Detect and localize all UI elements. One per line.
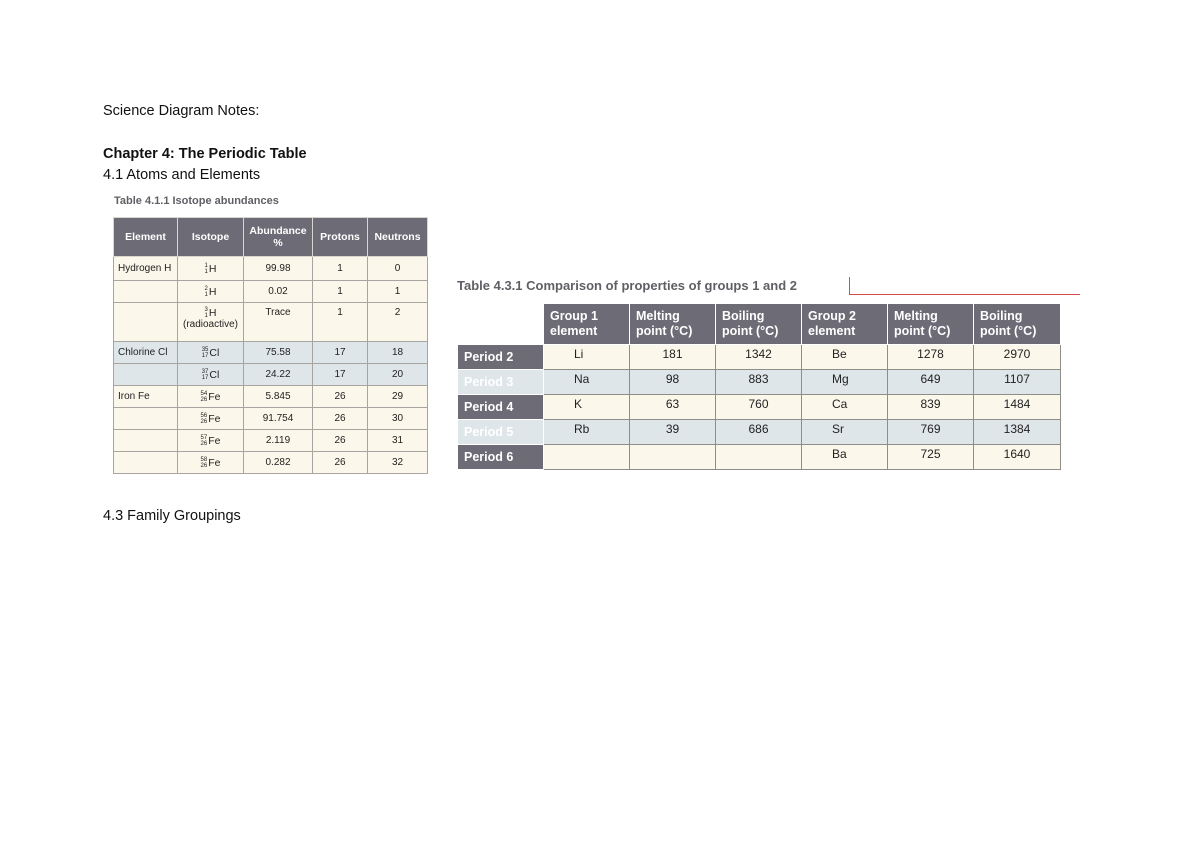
- groups-table-header-row: [458, 304, 1061, 345]
- element-cell: [114, 430, 178, 452]
- column-header: Boiling point (°C): [716, 304, 802, 345]
- group1-boiling-cell: 686: [716, 420, 802, 445]
- protons-cell: 26: [313, 408, 368, 430]
- column-header-empty: [458, 304, 544, 345]
- isotope-cell: [178, 452, 244, 474]
- atomic-number: 1: [204, 291, 208, 298]
- mass-number: 2: [204, 285, 208, 292]
- period-label: Period 6: [458, 445, 544, 470]
- table-row: [114, 303, 428, 342]
- group1-melting-cell: [630, 445, 716, 470]
- mass-number: 35: [201, 346, 209, 353]
- group1-element-cell: K: [544, 395, 630, 420]
- column-header: Group 1 element: [544, 304, 630, 345]
- table-row: [114, 281, 428, 303]
- group1-element-cell: Rb: [544, 420, 630, 445]
- atomic-number: 26: [200, 440, 208, 447]
- mass-number: 37: [201, 368, 209, 375]
- table-row: [114, 408, 428, 430]
- atomic-number: 1: [204, 313, 208, 319]
- isotope-cell: [178, 281, 244, 303]
- table-row: [114, 386, 428, 408]
- element-cell: [114, 408, 178, 430]
- table-row: [458, 445, 1061, 470]
- isotope-symbol: Fe: [208, 434, 221, 447]
- group1-melting-cell: 181: [630, 345, 716, 370]
- group1-melting-cell: 39: [630, 420, 716, 445]
- isotope-symbol: H: [208, 285, 217, 298]
- isotope-numbers: [201, 391, 208, 403]
- table-row: [458, 395, 1061, 420]
- abundance-cell: 75.58: [244, 342, 313, 364]
- isotope-note: (radioactive): [182, 319, 239, 330]
- protons-cell: 26: [313, 430, 368, 452]
- chapter-title: Chapter 4: The Periodic Table: [103, 146, 307, 162]
- isotope-symbol: Cl: [209, 346, 220, 359]
- neutrons-cell: 31: [368, 430, 428, 452]
- table-row: [114, 342, 428, 364]
- table-row: [114, 257, 428, 281]
- group2-melting-cell: 769: [888, 420, 974, 445]
- isotope-symbol: H: [208, 262, 217, 275]
- element-cell: Chlorine Cl: [114, 342, 178, 364]
- column-header: Melting point (°C): [630, 304, 716, 345]
- atomic-number: 1: [204, 268, 208, 275]
- isotope-symbol: H: [208, 307, 217, 319]
- column-header: Boiling point (°C): [974, 304, 1061, 345]
- group2-melting-cell: 649: [888, 370, 974, 395]
- neutrons-cell: 20: [368, 364, 428, 386]
- group1-boiling-cell: 883: [716, 370, 802, 395]
- notes-heading: Science Diagram Notes:: [103, 103, 260, 119]
- mass-number: 56: [200, 412, 208, 419]
- column-header: Element: [114, 218, 178, 257]
- mass-number: 58: [200, 456, 208, 463]
- group2-element-cell: Mg: [802, 370, 888, 395]
- period-label: Period 5: [458, 420, 544, 445]
- isotope-symbol: Fe: [208, 412, 221, 425]
- table-row: [458, 345, 1061, 370]
- isotope-abundance-table: [113, 217, 428, 474]
- isotope-symbol: Fe: [208, 390, 221, 403]
- neutrons-cell: 2: [368, 303, 428, 342]
- column-header: Abundance %: [244, 218, 313, 257]
- isotope-notation: [201, 457, 221, 469]
- table-row: [114, 430, 428, 452]
- column-header: Isotope: [178, 218, 244, 257]
- protons-cell: 26: [313, 386, 368, 408]
- table-row: [114, 452, 428, 474]
- isotope-cell: [178, 364, 244, 386]
- group2-element-cell: Ba: [802, 445, 888, 470]
- neutrons-cell: 18: [368, 342, 428, 364]
- group1-melting-cell: 63: [630, 395, 716, 420]
- isotope-notation: [205, 286, 217, 298]
- cropped-red-bracket: [849, 277, 850, 295]
- group2-boiling-cell: 1107: [974, 370, 1061, 395]
- mass-number: 1: [204, 262, 208, 269]
- group2-melting-cell: 725: [888, 445, 974, 470]
- abundance-cell: 0.282: [244, 452, 313, 474]
- isotope-numbers: [205, 307, 208, 319]
- group1-element-cell: Na: [544, 370, 630, 395]
- element-cell: [114, 303, 178, 342]
- abundance-cell: 5.845: [244, 386, 313, 408]
- table-row: [458, 420, 1061, 445]
- neutrons-cell: 30: [368, 408, 428, 430]
- isotope-notation: [205, 263, 217, 275]
- group2-boiling-cell: 1484: [974, 395, 1061, 420]
- column-header: Protons: [313, 218, 368, 257]
- cropped-overflow-text: [1014, 266, 1080, 278]
- protons-cell: 1: [313, 303, 368, 342]
- isotope-cell: [178, 430, 244, 452]
- group2-boiling-cell: 1384: [974, 420, 1061, 445]
- abundance-cell: 91.754: [244, 408, 313, 430]
- isotope-notation: [205, 307, 217, 319]
- isotope-cell: [178, 303, 244, 342]
- group2-boiling-cell: 2970: [974, 345, 1061, 370]
- abundance-cell: 24.22: [244, 364, 313, 386]
- atomic-number: 17: [201, 374, 209, 381]
- isotope-table-caption: Table 4.1.1 Isotope abundances: [114, 195, 279, 207]
- protons-cell: 26: [313, 452, 368, 474]
- atomic-number: 26: [200, 462, 208, 469]
- isotope-numbers: [201, 457, 208, 469]
- protons-cell: 1: [313, 257, 368, 281]
- protons-cell: 17: [313, 364, 368, 386]
- table-row: [114, 364, 428, 386]
- isotope-table-header-row: [114, 218, 428, 257]
- atomic-number: 26: [200, 396, 208, 403]
- isotope-notation: [202, 347, 220, 359]
- isotope-numbers: [205, 286, 208, 298]
- protons-cell: 1: [313, 281, 368, 303]
- column-header: Melting point (°C): [888, 304, 974, 345]
- element-cell: [114, 281, 178, 303]
- column-header: Neutrons: [368, 218, 428, 257]
- group-properties-table: [457, 303, 1061, 470]
- group1-element-cell: Li: [544, 345, 630, 370]
- group2-element-cell: Ca: [802, 395, 888, 420]
- cropped-red-rule: [849, 294, 1080, 295]
- table-row: [458, 370, 1061, 395]
- neutrons-cell: 1: [368, 281, 428, 303]
- element-cell: [114, 364, 178, 386]
- isotope-notation: [201, 413, 221, 425]
- group1-melting-cell: 98: [630, 370, 716, 395]
- mass-number: 3: [204, 307, 208, 313]
- isotope-symbol: Fe: [208, 456, 221, 469]
- abundance-cell: Trace: [244, 303, 313, 342]
- element-cell: Iron Fe: [114, 386, 178, 408]
- group2-melting-cell: 1278: [888, 345, 974, 370]
- section-heading-4-1: 4.1 Atoms and Elements: [103, 167, 261, 183]
- abundance-cell: 2.119: [244, 430, 313, 452]
- neutrons-cell: 29: [368, 386, 428, 408]
- period-label: Period 2: [458, 345, 544, 370]
- group1-boiling-cell: [716, 445, 802, 470]
- mass-number: 57: [200, 434, 208, 441]
- column-header: Group 2 element: [802, 304, 888, 345]
- isotope-numbers: [201, 435, 208, 447]
- atomic-number: 26: [200, 418, 208, 425]
- isotope-notation: [201, 391, 221, 403]
- isotope-cell: [178, 342, 244, 364]
- group2-element-cell: Sr: [802, 420, 888, 445]
- period-label: Period 3: [458, 370, 544, 395]
- isotope-symbol: Cl: [209, 368, 220, 381]
- isotope-numbers: [205, 263, 208, 275]
- abundance-cell: 99.98: [244, 257, 313, 281]
- element-cell: [114, 452, 178, 474]
- isotope-notation: [201, 435, 221, 447]
- isotope-cell: [178, 408, 244, 430]
- neutrons-cell: 0: [368, 257, 428, 281]
- protons-cell: 17: [313, 342, 368, 364]
- element-cell: Hydrogen H: [114, 257, 178, 281]
- group2-melting-cell: 839: [888, 395, 974, 420]
- section-heading-4-3: 4.3 Family Groupings: [103, 508, 241, 524]
- period-label: Period 4: [458, 395, 544, 420]
- isotope-cell: [178, 386, 244, 408]
- group2-element-cell: Be: [802, 345, 888, 370]
- neutrons-cell: 32: [368, 452, 428, 474]
- group1-boiling-cell: 760: [716, 395, 802, 420]
- isotope-numbers: [202, 347, 209, 359]
- group1-element-cell: [544, 445, 630, 470]
- abundance-cell: 0.02: [244, 281, 313, 303]
- atomic-number: 17: [201, 352, 209, 359]
- group2-boiling-cell: 1640: [974, 445, 1061, 470]
- isotope-numbers: [201, 413, 208, 425]
- mass-number: 54: [200, 390, 208, 397]
- isotope-cell: [178, 257, 244, 281]
- isotope-numbers: [202, 369, 209, 381]
- group1-boiling-cell: 1342: [716, 345, 802, 370]
- groups-table-caption: Table 4.3.1 Comparison of properties of groups 1 and 2: [457, 278, 797, 293]
- isotope-notation: [202, 369, 220, 381]
